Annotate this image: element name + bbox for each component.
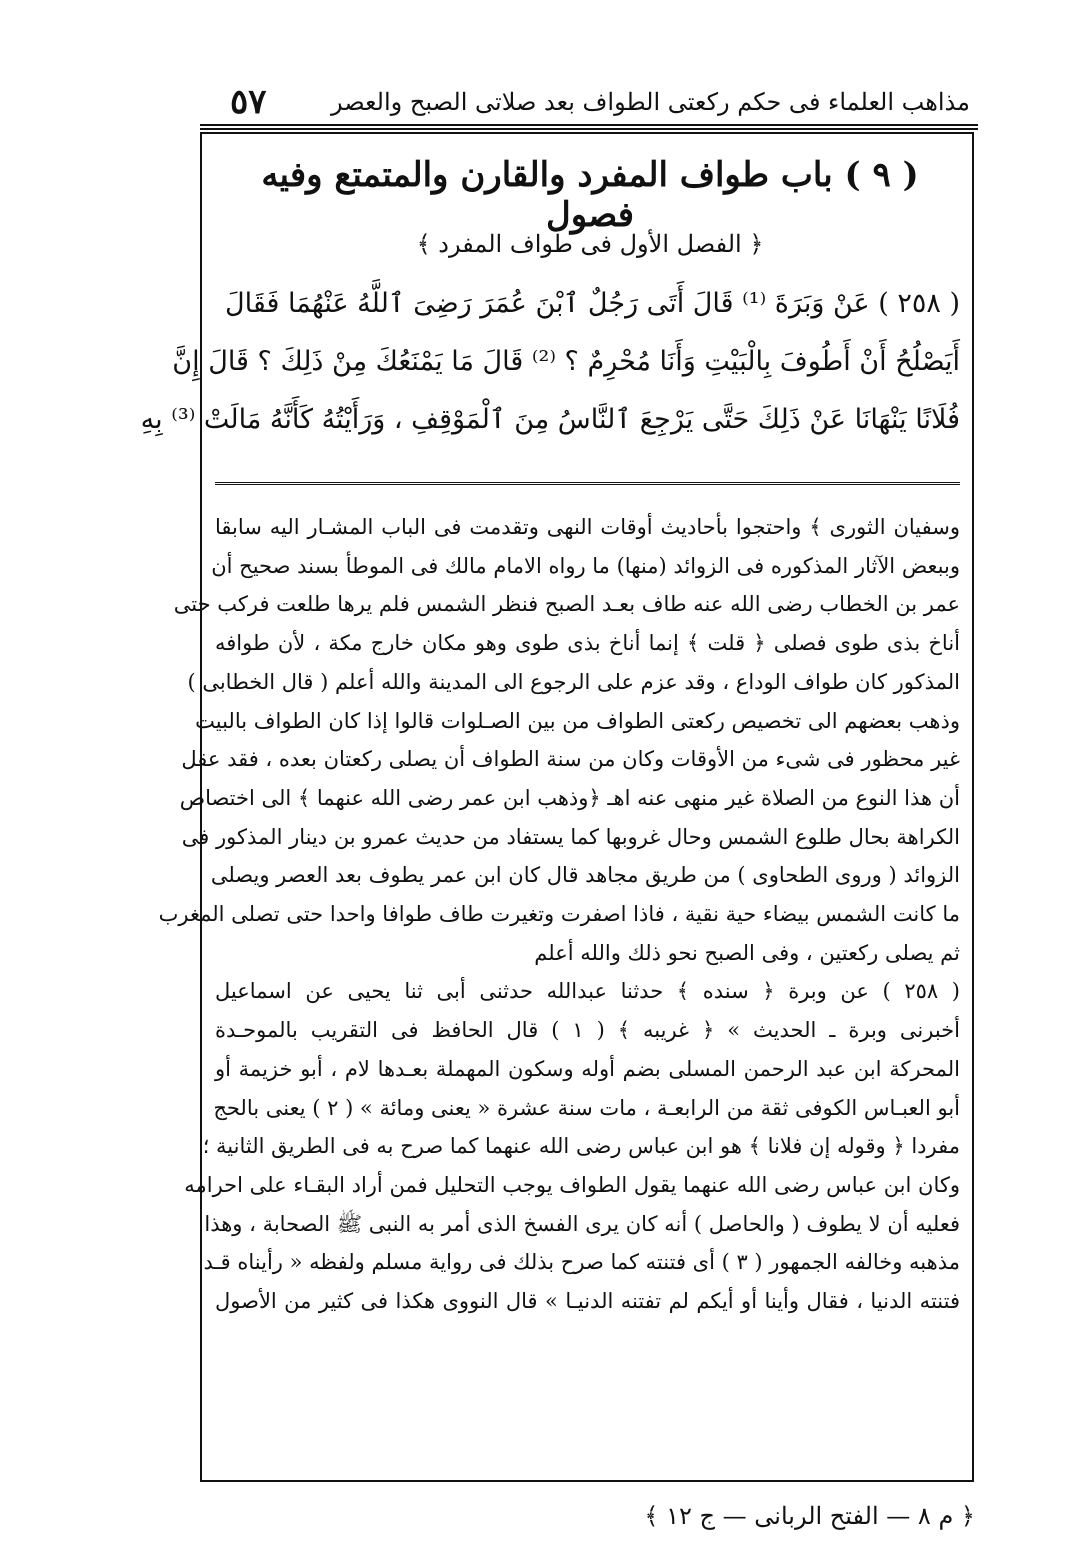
commentary-line: فتنته الدنيا ، فقال وأينا أو أيكم لم تفتنه الدنيـا » قال النووى هكذا فى كثير من الأصول [215,1289,960,1314]
hadith-line: فُلَانًا يَنْهَانَا عَنْ ذَلِكَ حَتَّى يَرْجِعَ ٱلنَّاسُ مِنَ ٱلْمَوْقِفِ ، وَرَأَيْتُهُ كَأَنَّهُ مَالَتْ ⁽³⁾ بِهِ [140,404,960,435]
commentary-line: الكراهة بحال طلوع الشمس وحال غروبها كما يستفاد من حديث عمرو بن دينار المذكور فى [181,824,960,849]
hadith-text [140,275,960,449]
commentary-line: فعليه أن لا يطوف ( والحاصل ) أنه كان يرى الفسخ الذى أمر به النبى ﷺ الصحابة ، وهذا [204,1211,960,1236]
commentary-line: وكان ابن عباس رضى الله عنهما يقول الطواف يوجب التحليل فمن أراد البقـاء على احرامه [184,1172,960,1197]
hadith-line: ( ٢٥٨ ) عَنْ وَبَرَةَ ⁽¹⁾ قَالَ أَتَى رَجُلٌ ٱبْنَ عُمَرَ رَضِىَ ٱللَّهُ عَنْهُمَا فَقَالَ [225,288,960,319]
footer-signature: ﴿ م ٨ — الفتح الربانى — ج ١٢ ﴾ [644,1502,975,1530]
running-title: مذاهب العلماء فى حكم ركعتى الطواف بعد صلاتى الصبح والعصر [331,88,970,116]
section-title: ﴿ الفصل الأول فى طواف المفرد ﴾ [416,230,764,258]
chapter-title: ( ٩ ) باب طواف المفرد والقارن والمتمتع وفيه فصول [261,155,919,235]
commentary-line: أخبرنى وبرة ـ الحديث » ﴿ غريبه ﴾ ( ١ ) قال الحافظ فى التقريب بالموحـدة [215,1018,960,1043]
commentary-line: المحركة ابن عبد الرحمن المسلى بضم أوله وسكون المهملة بعـدها لام ، أبو خزيمة أو [215,1056,960,1081]
header-rule-bottom [200,128,978,130]
commentary-line: أبو العبـاس الكوفى ثقة من الرابعـة ، مات سنة عشرة « يعنى ومائة » ( ٢ ) يعنى بالحج [213,1095,960,1120]
commentary-line: الزوائد ( وروى الطحاوى ) من طريق مجاهد قال كان ابن عمر يطوف بعد العصر ويصلى [210,863,960,888]
commentary-line: عمر بن الخطاب رضى الله عنه طاف بعـد الصبح فنظر الشمس فلم يرها طلعت فركب حتى [173,592,960,617]
header-rule-top [200,124,978,126]
commentary-line: وسفيان الثورى ﴾ واحتجوا بأحاديث أوقات النهى وتقدمت فى الباب المشـار اليه سابقا [215,515,960,539]
page-number: ٥٧ [230,82,267,122]
commentary-line: ثم يصلى ركعتين ، وفى الصبح نحو ذلك والله أعلم [534,940,960,965]
hadith-line: أَيَصْلُحُ أَنْ أَطُوفَ بِالْبَيْتِ وَأَنَا مُحْرِمٌ ؟ ⁽²⁾ قَالَ مَا يَمْنَعُكَ مِنْ ذَلِكَ ؟ قَالَ إِنَّ [172,346,960,377]
commentary-line: وذهب بعضهم الى تخصيص ركعتى الطواف من بين الصـلوات قالوا إذا كان الطواف بالبيت [195,708,960,733]
commentary-line: مذهبه وخالفه الجمهور ( ٣ ) أى فتنته كما صرح بذلك فى رواية مسلم ولفظه « رأيناه قـد [203,1250,960,1275]
running-header [230,82,970,122]
commentary-text [158,508,960,1321]
commentary-line: مفردا ﴿ وقوله إن فلانا ﴾ هو ابن عباس رضى الله عنهما كما صرح به فى الطريق الثانية ؛ [202,1134,960,1159]
separator-rule [215,482,960,485]
commentary-line: أناخ بذى طوى فصلى ﴿ قلت ﴾ إنما أناخ بذى طوى وهو مكان خارج مكة ، لأن طوافه [215,631,960,656]
commentary-line: أن هذا النوع من الصلاة غير منهى عنه اهـ ﴿وذهب ابن عمر رضى الله عنهما ﴾ الى اختصاص [179,785,960,810]
commentary-line: المذكور كان طواف الوداع ، وقد عزم على الرجوع الى المدينة والله أعلم ( قال الخطابى ) [187,669,960,694]
commentary-line: ( ٢٥٨ ) عن وبرة ﴿ سنده ﴾ حدثنا عبدالله حدثنى أبى ثنا يحيى عن اسماعيل [215,979,960,1004]
commentary-line: غير محظور فى شىء من الأوقات وكان من سنة الطواف أن يصلى ركعتان بعده ، فقد عقل [181,747,960,772]
commentary-line: ما كانت الشمس بيضاء حية نقية ، فاذا اصفرت وتغيرت طاف طوافا واحدا حتى تصلى المغرب [158,902,960,927]
commentary-line: وببعض الآثار المذكوره فى الزوائد (منها) ما رواه الامام مالك فى الموطأ بسند صحيح أن [211,553,960,578]
